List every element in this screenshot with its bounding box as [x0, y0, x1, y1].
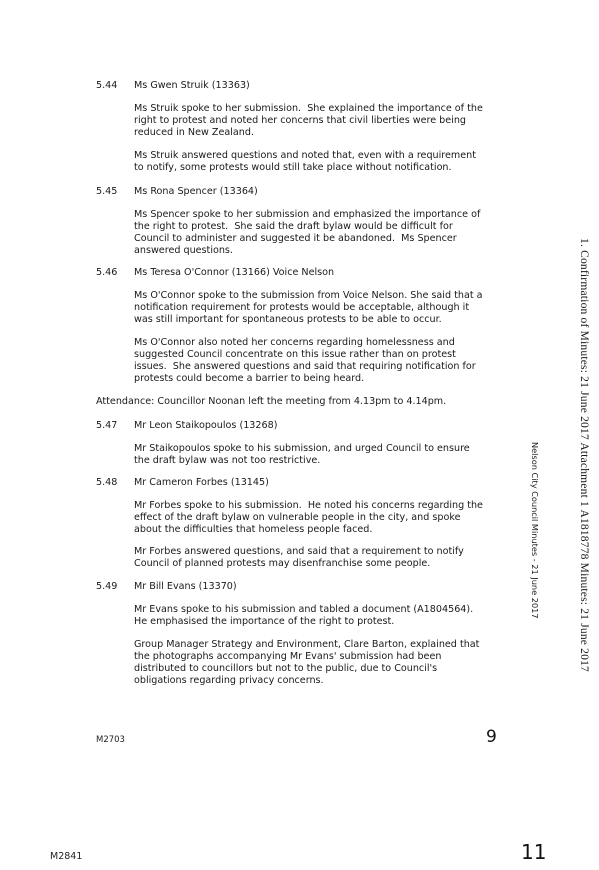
item-number: 5.49 — [96, 581, 118, 592]
submitter-name: Ms Gwen Struik (13363) — [134, 80, 250, 91]
minutes-side-header: Nelson City Council Minutes - 21 June 2017 — [530, 442, 540, 619]
attendance-note: Attendance: Councillor Noonan left the meeting from 4.13pm to 4.14pm. — [96, 396, 447, 407]
item-heading — [96, 267, 334, 279]
paragraph: Mr Forbes spoke to his submission. He noted his concerns regarding the effect of the draft bylaw on vulnerable people in the city, and spoke about the difficulties that homeless people faced. — [134, 500, 483, 535]
item-number: 5.47 — [96, 420, 118, 431]
paragraph: Ms Struik answered questions and noted that, even with a requirement to notify, some protests would still take place without notification. — [134, 150, 477, 173]
submitter-name: Mr Cameron Forbes (13145) — [134, 477, 269, 488]
item-heading — [96, 477, 269, 489]
submitter-name: Mr Bill Evans (13370) — [134, 581, 237, 592]
item-number: 5.45 — [96, 186, 118, 197]
paragraph: Mr Forbes answered questions, and said that a requirement to notify Council of planned protests may disenfranchise some people. — [134, 546, 464, 569]
paragraph: Ms O'Connor also noted her concerns regarding homelessness and suggested Council concentrate on this issue rather than on protest issues. She answered questions and said that requiring notification for protests could become a barrier to being heard. — [134, 337, 476, 384]
item-number: 5.48 — [96, 477, 118, 488]
paragraph: Ms O'Connor spoke to the submission from Voice Nelson. She said that a notification requirement for protests would be acceptable, although it was still important for spontaneous protests to be able to occur. — [134, 290, 483, 325]
submitter-name: Mr Leon Staikopoulos (13268) — [134, 420, 278, 431]
submitter-name: Ms Teresa O'Connor (13166) Voice Nelson — [134, 267, 335, 278]
item-heading — [96, 420, 277, 432]
page-number: 9 — [486, 727, 497, 747]
document-code: M2703 — [96, 735, 125, 745]
paragraph: Mr Staikopoulos spoke to his submission, and urged Council to ensure the draft bylaw was not too restrictive. — [134, 443, 470, 466]
item-heading — [96, 186, 258, 198]
item-heading — [96, 581, 237, 593]
item-number: 5.44 — [96, 80, 118, 91]
item-number: 5.46 — [96, 267, 118, 278]
submitter-name: Ms Rona Spencer (13364) — [134, 186, 258, 197]
page-number: 11 — [521, 840, 547, 864]
item-heading — [96, 80, 250, 92]
attachment-side-margin: 1. Confirmation of Minutes: 21 June 2017 Attachment 1 A1818778 Minutes: 21 June 2017 — [578, 238, 590, 672]
paragraph: Mr Evans spoke to his submission and tabled a document (A1804564). He emphasised the importance of the right to protest. — [134, 604, 474, 627]
paragraph: Group Manager Strategy and Environment, Clare Barton, explained that the photographs accompanying Mr Evans' submission had been distributed to councillors but not to the public, due to Council's obligations regarding privacy concerns. — [134, 639, 480, 686]
paragraph: Ms Spencer spoke to her submission and emphasized the importance of the right to protest. She said the draft bylaw would be difficult for Council to administer and suggested it be abandoned. Ms Spencer answered questions. — [134, 209, 481, 256]
paragraph: Ms Struik spoke to her submission. She explained the importance of the right to protest and noted her concerns that civil liberties were being reduced in New Zealand. — [134, 103, 483, 138]
document-code: M2841 — [50, 851, 83, 862]
